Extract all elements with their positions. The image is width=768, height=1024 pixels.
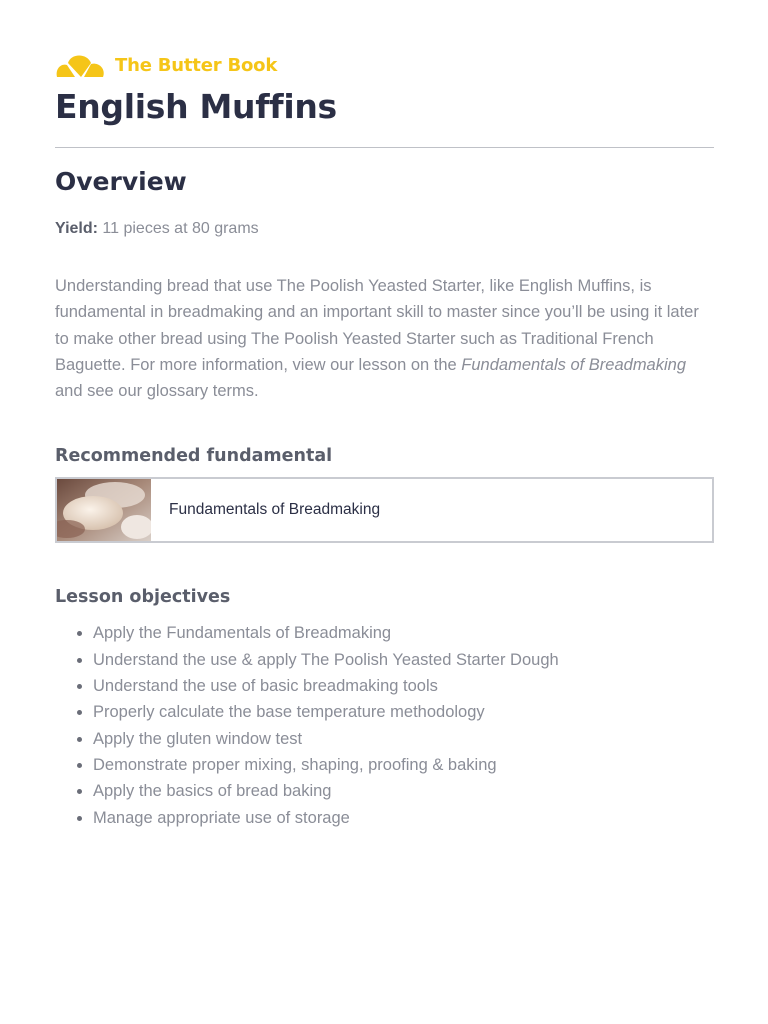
butter-book-logo-icon	[55, 51, 105, 79]
bullet-icon	[77, 658, 82, 663]
yield-label: Yield:	[55, 220, 98, 237]
brand-header[interactable]	[55, 50, 714, 80]
bread-dough-thumbnail	[57, 479, 151, 541]
list-item: Properly calculate the base temperature methodology	[77, 699, 714, 725]
bullet-icon	[77, 763, 82, 768]
bullet-icon	[77, 710, 82, 715]
bullet-icon	[77, 684, 82, 689]
objectives-list	[55, 620, 714, 830]
bullet-icon	[77, 631, 82, 636]
fundamental-card-label: Fundamentals of Breadmaking	[169, 501, 381, 519]
list-item: Manage appropriate use of storage	[77, 805, 714, 831]
fundamentals-reference: Fundamentals of Breadmaking	[461, 355, 687, 374]
objectives-heading: Lesson objectives	[55, 587, 231, 608]
description-text-1: Understanding bread that use The Poolish Yeasted Starter, like English Muffins, is fundamental in breadmaking and an important skill to master since you’ll be using it later to make other bread using The Poolish Yeasted Starter such as Traditional French Baguette. For more information, view our lesson on the	[55, 277, 699, 374]
list-item: Apply the basics of bread baking	[77, 778, 714, 804]
overview-heading: Overview	[55, 167, 187, 196]
overview-description	[55, 273, 714, 404]
list-item: Demonstrate proper mixing, shaping, proofing & baking	[77, 752, 714, 778]
list-item: Apply the gluten window test	[77, 726, 714, 752]
bullet-icon	[77, 816, 82, 821]
list-item: Understand the use of basic breadmaking tools	[77, 673, 714, 699]
list-item: Apply the Fundamentals of Breadmaking	[77, 620, 714, 646]
fundamental-card[interactable]	[55, 477, 714, 543]
bullet-icon	[77, 737, 82, 742]
recipe-page	[55, 50, 714, 831]
bullet-icon	[77, 789, 82, 794]
yield-line	[55, 218, 714, 240]
divider	[55, 147, 714, 148]
page-title: English Muffins	[55, 87, 337, 126]
list-item: Understand the use & apply The Poolish Yeasted Starter Dough	[77, 647, 714, 673]
recommended-heading: Recommended fundamental	[55, 446, 333, 467]
yield-value: 11 pieces at 80 grams	[102, 220, 259, 237]
description-text-2: and see our glossary terms.	[55, 382, 259, 401]
brand-name: The Butter Book	[115, 54, 278, 76]
